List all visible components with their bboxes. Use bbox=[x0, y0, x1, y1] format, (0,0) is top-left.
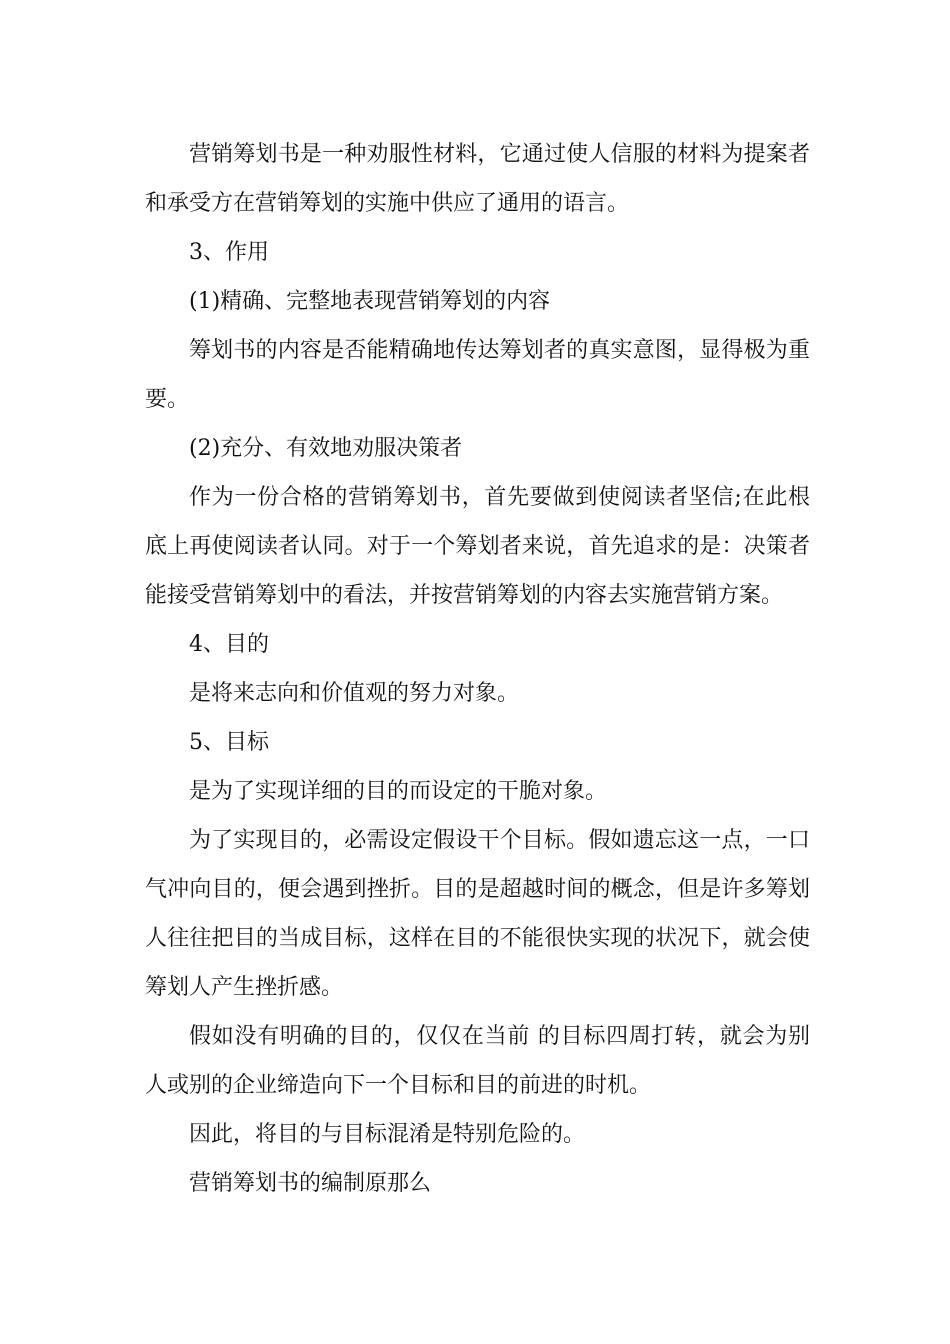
paragraph-goal-detail: 为了实现目的，必需设定假设干个目标。假如遗忘这一点，一口气冲向目的，便会遇到挫折。目的是超越时间的概念，但是许多筹划人往往把目的当成目标，这样在目的不能很快实现的状况下，就会使筹划人产生挫折感。 bbox=[145, 828, 810, 1000]
heading-function: 3、作用 bbox=[189, 240, 269, 265]
document-body bbox=[145, 130, 810, 1208]
paragraph-purpose: 是将来志向和价值观的努力对象。 bbox=[189, 681, 520, 706]
paragraph-danger: 因此，将目的与目标混淆是特别危险的。 bbox=[189, 1122, 586, 1147]
paragraph-intro: 营销筹划书是一种劝服性材料，它通过使人信服的材料为提案者和承受方在营销筹划的实施中供应了通用的语言。 bbox=[145, 142, 810, 216]
paragraph-persuade: 作为一份合格的营销筹划书，首先要做到使阅读者坚信;在此根底上再使阅读者认同。对于一个筹划者来说，首先追求的是：决策者能接受营销筹划中的看法，并按营销筹划的内容去实施营销方案。 bbox=[145, 485, 810, 608]
heading-purpose: 4、目的 bbox=[189, 632, 269, 657]
heading-goal: 5、目标 bbox=[189, 730, 269, 755]
paragraph-accurate: 筹划书的内容是否能精确地传达筹划者的真实意图，显得极为重要。 bbox=[145, 338, 810, 412]
subheading-persuade: (2)充分、有效地劝服决策者 bbox=[189, 436, 463, 461]
paragraph-goal: 是为了实现详细的目的而设定的干脆对象。 bbox=[189, 779, 608, 804]
paragraph-no-purpose: 假如没有明确的目的，仅仅在当前 的目标四周打转，就会为别人或别的企业缔造向下一个目标和目的前进的时机。 bbox=[145, 1024, 810, 1098]
heading-principles: 营销筹划书的编制原那么 bbox=[189, 1171, 432, 1196]
subheading-accurate: (1)精确、完整地表现营销筹划的内容 bbox=[189, 289, 551, 314]
